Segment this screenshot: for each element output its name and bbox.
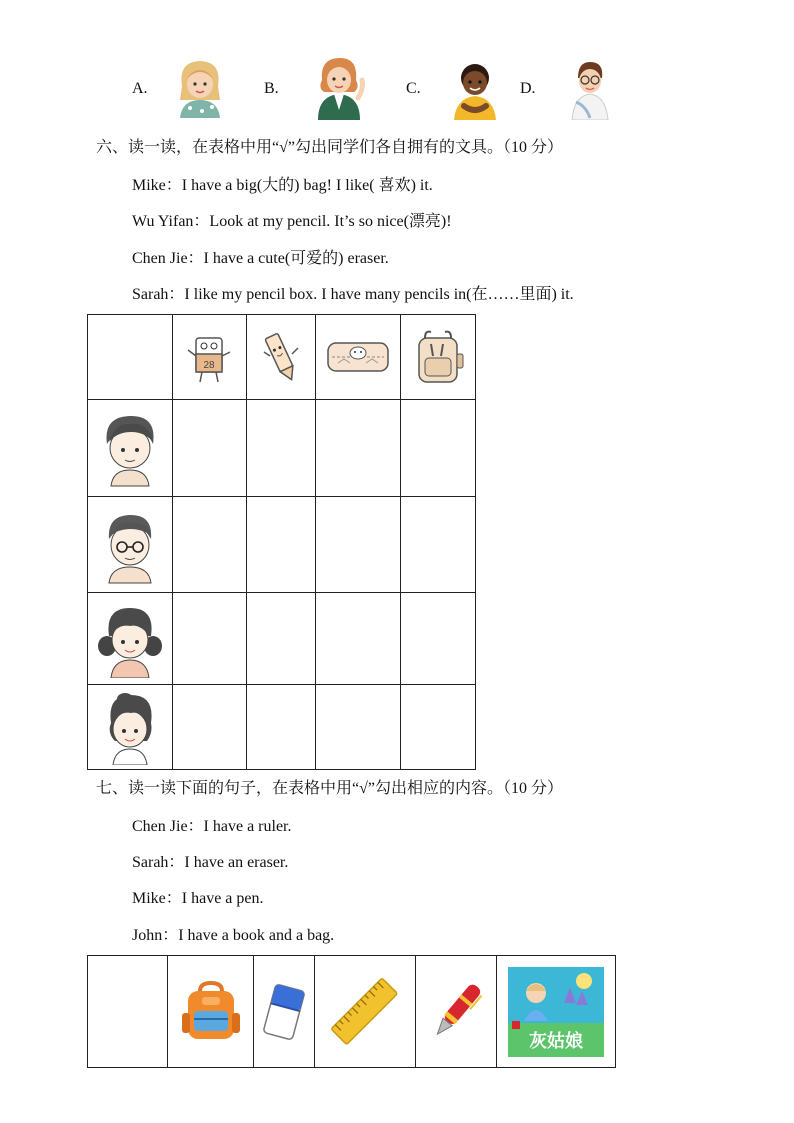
answer-cell[interactable] [316,593,401,685]
book-title: 灰姑娘 [529,1030,583,1052]
pencil-box-icon [316,315,401,400]
corner-cell [88,315,173,400]
answer-cell[interactable] [173,593,247,685]
section-6-sentence-2: Wu Yifan：Look at my pencil. It’s so nice(漂亮)! [132,213,452,230]
table-row [88,956,616,1068]
girl-pigtails-icon [88,593,173,685]
section-7-sentence-2: Sarah：I have an eraser. [132,854,289,871]
section-7-sentence-4: John：I have a book and a bag. [132,927,335,944]
answer-cell[interactable] [173,400,247,497]
boy-dark-icon [448,58,502,120]
answer-cell[interactable] [173,685,247,770]
corner-cell [88,956,168,1068]
answer-cell[interactable] [401,497,476,593]
section-7-sentence-3: Mike：I have a pen. [132,890,264,907]
option-c-label: C. [406,80,421,97]
answer-cell[interactable] [401,593,476,685]
svg-text:28: 28 [202,360,215,371]
section-7-heading: 七、读一读下面的句子，在表格中用“√”勾出相应的内容。（10 分） [96,780,563,797]
answer-cell[interactable] [316,497,401,593]
pen-icon [416,956,497,1068]
section-7-table [87,955,616,1068]
section-6-sentence-3: Chen Jie：I have a cute(可爱的) eraser. [132,250,389,267]
answer-cell[interactable] [173,497,247,593]
ruler-icon [315,956,416,1068]
answer-cell[interactable] [247,685,316,770]
eraser-icon [254,956,315,1068]
table-row [88,400,476,497]
section-6-table [87,314,476,770]
book-icon [497,956,616,1068]
girl-ponytail-icon [88,685,173,770]
section-7-sentence-1: Chen Jie：I have a ruler. [132,818,292,835]
answer-cell[interactable] [401,400,476,497]
section-6-heading: 六、读一读，在表格中用“√”勾出同学们各自拥有的文具。（10 分） [96,139,563,156]
eraser-icon [173,315,247,400]
option-a-label: A. [132,80,148,97]
answer-cell[interactable] [401,685,476,770]
boy-with-glasses-icon [88,497,173,593]
answer-cell[interactable] [247,400,316,497]
pencil-icon [247,315,316,400]
options-row [0,54,794,124]
boy-short-hair-icon [88,400,173,497]
woman-teacher-icon [310,54,368,120]
answer-cell[interactable] [316,685,401,770]
option-d-label: D. [520,80,536,97]
table-row [88,685,476,770]
boy-glasses-icon [566,56,614,120]
section-6-sentence-1: Mike：I have a big(大的) bag! I like( 喜欢) it. [132,177,433,194]
option-b-label: B. [264,80,279,97]
answer-cell[interactable] [247,497,316,593]
school-bag-icon [401,315,476,400]
table-row [88,497,476,593]
table-row [88,593,476,685]
section-6-sentence-4: Sarah：I like my pencil box. I have many pencils in(在……里面) it. [132,286,574,303]
backpack-icon [168,956,254,1068]
girl-blonde-icon [172,56,228,118]
answer-cell[interactable] [316,400,401,497]
answer-cell[interactable] [247,593,316,685]
table-row [88,315,476,400]
